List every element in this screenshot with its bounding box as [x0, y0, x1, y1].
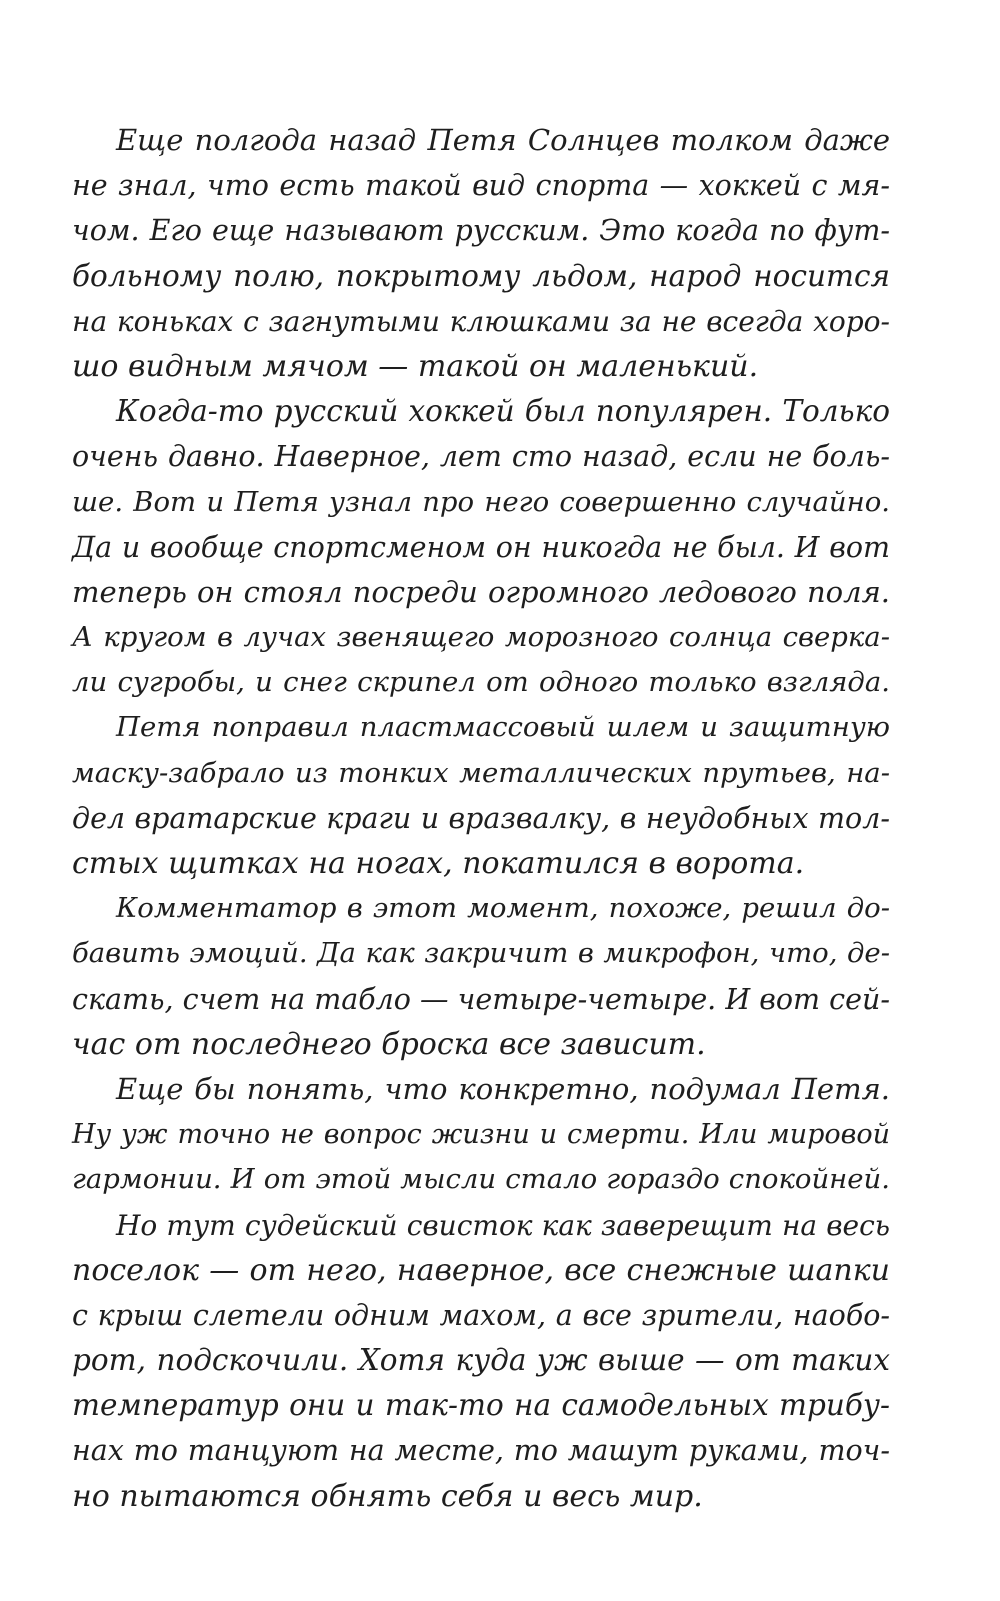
text-line: гармонии. И от этой мысли стало гораздо спокойней.: [72, 1163, 890, 1196]
text-line: на коньках с загнутыми клюшками за не всегда хоро-: [72, 304, 890, 338]
text-line: ше. Вот и Петя узнал про него совершенно случайно.: [72, 485, 890, 518]
text-line: А кругом в лучах звенящего морозного солнца сверка-: [72, 621, 890, 654]
text-line: с крыш слетели одним махом, а все зрители, наобо-: [72, 1298, 890, 1332]
text-line: нах то танцуют на месте, то машут руками, точ-: [72, 1434, 890, 1468]
text-line: скать, счет на табло — четыре-четыре. И вот сей-: [72, 982, 890, 1016]
page-text: [72, 118, 890, 1519]
paragraph-4: [72, 886, 890, 1067]
text-line: час от последнего броска все зависит.: [72, 1026, 706, 1062]
text-line: дел вратарские краги и вразвалку, в неудобных тол-: [72, 801, 890, 835]
text-line: Комментатор в этот момент, похоже, решил до-: [116, 892, 890, 925]
paragraph-5: [72, 1067, 890, 1203]
paragraph-6: [72, 1203, 890, 1519]
text-line: чом. Его еще называют русским. Это когда по фут-: [72, 214, 890, 248]
text-line: поселок — от него, наверное, все снежные шапки: [72, 1252, 890, 1288]
text-line: Ну уж точно не вопрос жизни и смерти. Или мировой: [72, 1119, 890, 1151]
text-line: теперь он стоял посреди огромного ледового поля.: [72, 574, 890, 609]
text-line: стых щитках на ногах, покатился в ворота.: [72, 846, 805, 881]
paragraph-2: [72, 389, 890, 705]
paragraph-1: [72, 118, 890, 389]
text-line: Но тут судейский свисток как заверещит на весь: [116, 1208, 890, 1242]
text-line: очень давно. Наверное, лет сто назад, если не боль-: [72, 440, 890, 474]
text-line: температур они и так-то на самодельных трибу-: [72, 1388, 890, 1423]
text-line: маску-забрало из тонких металлических прутьев, на-: [72, 756, 890, 789]
text-line: Еще полгода назад Петя Солнцев толком даже: [116, 123, 890, 157]
text-line: Когда-то русский хоккей был популярен. Только: [116, 394, 890, 429]
paragraph-3: [72, 705, 890, 886]
text-line: больному полю, покрытому льдом, народ носится: [72, 258, 890, 293]
text-line: рот, подскочили. Хотя куда уж выше — от таких: [72, 1343, 890, 1378]
text-line: шо видным мячом — такой он маленький.: [72, 348, 759, 384]
text-line: Еще бы понять, что конкретно, подумал Петя.: [116, 1071, 890, 1106]
text-line: не знал, что есть такой вид спорта — хоккей с мя-: [72, 169, 890, 203]
text-line: бавить эмоций. Да как закричит в микрофон, что, де-: [72, 937, 890, 970]
text-line: Да и вообще спортсменом он никогда не был. И вот: [72, 530, 890, 564]
text-line: ли сугробы, и снег скрипел от одного только взгляда.: [72, 666, 890, 699]
text-line: Петя поправил пластмассовый шлем и защитную: [116, 711, 890, 744]
text-line: но пытаются обнять себя и весь мир.: [72, 1478, 703, 1514]
